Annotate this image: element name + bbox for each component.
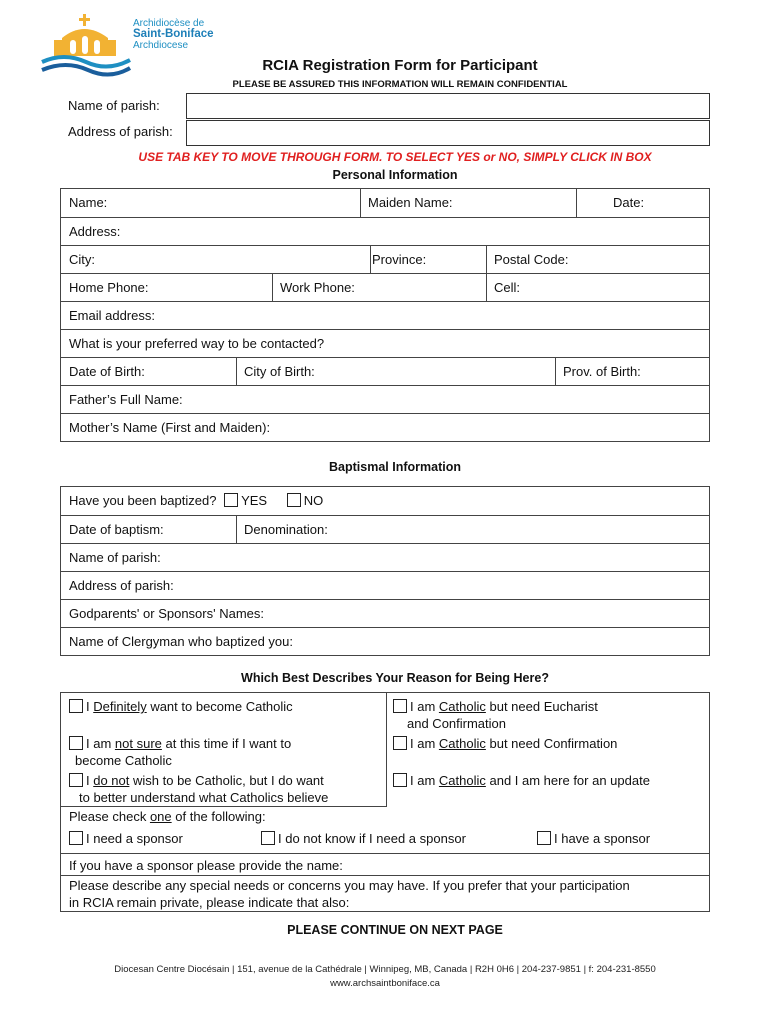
yes-checkbox[interactable] bbox=[224, 493, 238, 507]
prov-of-birth-field[interactable]: Prov. of Birth: bbox=[563, 364, 641, 379]
checkbox[interactable] bbox=[69, 831, 83, 845]
parish-address-field[interactable] bbox=[186, 120, 710, 146]
parish-name-label: Name of parish: bbox=[68, 98, 160, 113]
sponsor-instruction: Please check one of the following: bbox=[69, 809, 266, 824]
logo-line-2: Saint-Boniface bbox=[133, 28, 214, 40]
continue-notice: PLEASE CONTINUE ON NEXT PAGE bbox=[287, 923, 503, 937]
table-row bbox=[61, 329, 709, 357]
reason-option-confirmation[interactable]: I am Catholic but need Confirmation bbox=[393, 735, 617, 752]
table-row bbox=[61, 515, 709, 543]
table-row bbox=[61, 413, 709, 441]
checkbox[interactable] bbox=[69, 773, 83, 787]
baptismal-info-heading: Baptismal Information bbox=[329, 460, 461, 474]
table-row bbox=[61, 301, 709, 329]
baptized-question bbox=[61, 487, 323, 515]
table-row bbox=[61, 487, 709, 515]
footer-website: www.archsaintboniface.ca bbox=[330, 978, 440, 989]
personal-info-table bbox=[60, 188, 710, 442]
table-row bbox=[61, 627, 709, 655]
reason-option-definitely[interactable]: I Definitely want to become Catholic bbox=[69, 698, 293, 715]
father-name-field[interactable]: Father’s Full Name: bbox=[69, 392, 183, 407]
baptismal-info-table bbox=[60, 486, 710, 656]
address-field[interactable]: Address: bbox=[69, 224, 121, 239]
denomination-field[interactable]: Denomination: bbox=[244, 522, 328, 537]
checkbox[interactable] bbox=[69, 699, 83, 713]
personal-info-heading: Personal Information bbox=[332, 168, 458, 182]
reason-option-do-not[interactable]: I do not wish to be Catholic, but I do want to better understand what Catholics believe bbox=[69, 772, 328, 806]
sponsor-name-field[interactable]: If you have a sponsor please provide the name: bbox=[69, 858, 343, 873]
no-label: NO bbox=[303, 493, 324, 508]
name-field[interactable]: Name: bbox=[69, 195, 108, 210]
date-of-baptism-field[interactable]: Date of baptism: bbox=[69, 522, 164, 537]
logo-line-3: Archdiocese bbox=[133, 40, 189, 51]
table-row bbox=[61, 273, 709, 301]
checkbox[interactable] bbox=[537, 831, 551, 845]
checkbox[interactable] bbox=[393, 773, 407, 787]
table-row bbox=[61, 599, 709, 627]
clergyman-field[interactable]: Name of Clergyman who baptized you: bbox=[69, 634, 294, 649]
no-checkbox[interactable] bbox=[287, 493, 301, 507]
baptism-parish-address-field[interactable]: Address of parish: bbox=[69, 578, 174, 593]
dob-field[interactable]: Date of Birth: bbox=[69, 364, 145, 379]
checkbox[interactable] bbox=[393, 699, 407, 713]
reason-heading: Which Best Describes Your Reason for Being Here? bbox=[241, 671, 549, 685]
sponsor-option-unsure[interactable]: I do not know if I need a sponsor bbox=[261, 830, 466, 847]
baptized-label: Have you been baptized? bbox=[69, 493, 217, 508]
parish-name-field[interactable] bbox=[186, 93, 710, 119]
table-row bbox=[61, 571, 709, 599]
reason-option-eucharist[interactable]: I am Catholic but need Eucharist and Confirmation bbox=[393, 698, 598, 732]
reason-table bbox=[60, 692, 710, 912]
form-instruction: USE TAB KEY TO MOVE THROUGH FORM. TO SELECT YES or NO, SIMPLY CLICK IN BOX bbox=[138, 150, 652, 164]
table-row bbox=[61, 245, 709, 273]
yes-label: YES bbox=[241, 493, 268, 508]
checkbox[interactable] bbox=[69, 736, 83, 750]
postal-code-field[interactable]: Postal Code: bbox=[494, 252, 569, 267]
reason-option-not-sure[interactable]: I am not sure at this time if I want to become Catholic bbox=[69, 735, 291, 769]
email-field[interactable]: Email address: bbox=[69, 308, 155, 323]
sponsor-option-have[interactable]: I have a sponsor bbox=[537, 830, 650, 847]
table-row bbox=[61, 543, 709, 571]
checkbox[interactable] bbox=[261, 831, 275, 845]
province-field[interactable]: Province: bbox=[372, 252, 427, 267]
city-field[interactable]: City: bbox=[69, 252, 95, 267]
mother-name-field[interactable]: Mother’s Name (First and Maiden): bbox=[69, 420, 271, 435]
footer-address: Diocesan Centre Diocésain | 151, avenue de la Cathédrale | Winnipeg, MB, Canada | R2H 0H6 | 204-237-9851 | f: 204-231-8550 bbox=[114, 964, 656, 975]
logo-line-1: Archidiocèse de bbox=[133, 18, 205, 29]
table-row bbox=[61, 357, 709, 385]
form-title: RCIA Registration Form for Participant bbox=[262, 57, 538, 74]
table-row bbox=[61, 217, 709, 245]
home-phone-field[interactable]: Home Phone: bbox=[69, 280, 149, 295]
table-row bbox=[61, 385, 709, 413]
baptism-parish-name-field[interactable]: Name of parish: bbox=[69, 550, 161, 565]
table-row bbox=[61, 189, 709, 217]
godparents-field[interactable]: Godparents' or Sponsors' Names: bbox=[69, 606, 264, 621]
checkbox[interactable] bbox=[393, 736, 407, 750]
sponsor-option-need[interactable]: I need a sponsor bbox=[69, 830, 183, 847]
date-field[interactable]: Date: bbox=[613, 195, 645, 210]
confidential-notice: PLEASE BE ASSURED THIS INFORMATION WILL REMAIN CONFIDENTIAL bbox=[232, 79, 568, 90]
city-of-birth-field[interactable]: City of Birth: bbox=[244, 364, 315, 379]
parish-address-label: Address of parish: bbox=[68, 124, 173, 139]
maiden-name-field[interactable]: Maiden Name: bbox=[368, 195, 453, 210]
reason-option-update[interactable]: I am Catholic and I am here for an update bbox=[393, 772, 650, 789]
special-needs-field[interactable]: Please describe any special needs or concerns you may have. If you prefer that your participation in RCIA remain private, please indicate that also: bbox=[69, 878, 630, 910]
cell-field[interactable]: Cell: bbox=[494, 280, 521, 295]
work-phone-field[interactable]: Work Phone: bbox=[280, 280, 355, 295]
preferred-contact-field[interactable]: What is your preferred way to be contacted? bbox=[69, 336, 325, 351]
